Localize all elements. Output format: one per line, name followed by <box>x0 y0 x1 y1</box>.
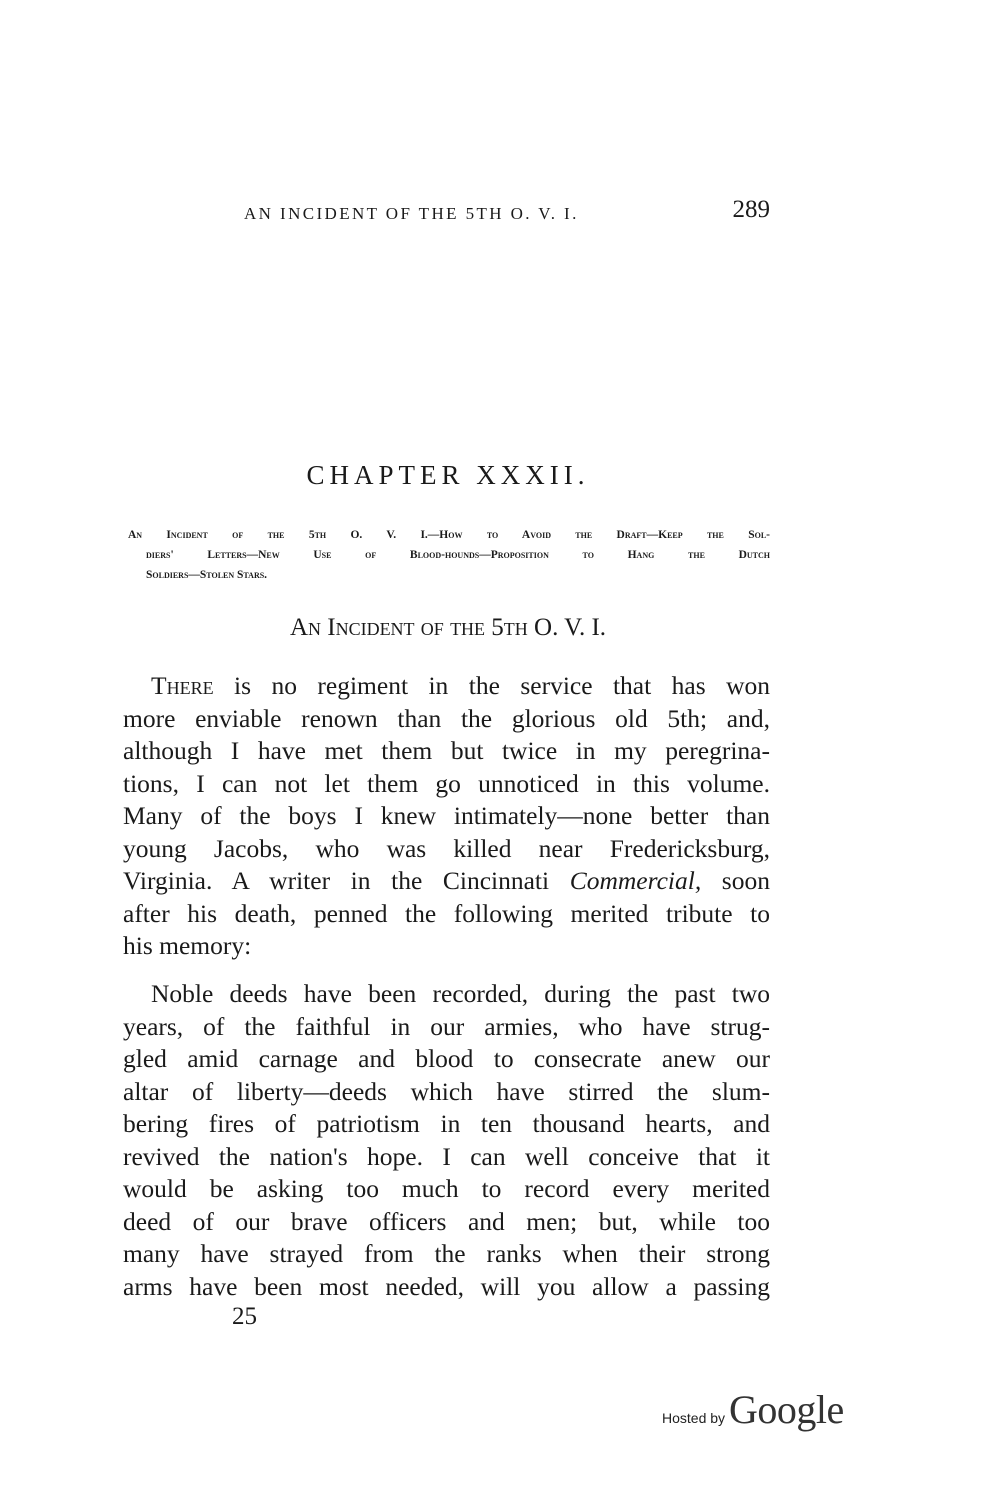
google-logo: Google <box>729 1387 844 1432</box>
paragraph-line: gled amid carnage and blood to consecrate anew our <box>123 1044 770 1073</box>
first-line-text: is no regiment in the service that has won <box>213 671 770 700</box>
synopsis-line: Soldiers—Stolen Stars. <box>146 569 268 581</box>
running-title: AN INCIDENT OF THE 5TH O. V. I. <box>244 204 579 223</box>
synopsis-line: diers' Letters—New Use of Blood-hounds—Proposition to Hang the Dutch <box>146 549 770 561</box>
hosted-by-text: Hosted by <box>662 1410 726 1426</box>
paragraph-line: after his death, penned the following merited tribute to <box>123 898 770 928</box>
paragraph-line: years, of the faithful in our armies, who have strug- <box>123 1011 770 1041</box>
paragraph-line: more enviable renown than the glorious old 5th; and, <box>123 703 770 733</box>
line-text: soon <box>701 866 770 895</box>
page-number: 289 <box>732 196 770 223</box>
paragraph-line: Noble deeds have been recorded, during the past two <box>151 979 770 1008</box>
paragraph-line: arms have been most needed, will you allow a passing <box>123 1271 770 1301</box>
signature-mark: 25 <box>232 1303 257 1330</box>
paragraph-line: altar of liberty—deeds which have stirred the slum- <box>123 1076 770 1106</box>
line-text: Virginia. A writer in the Cincinnati <box>123 866 570 895</box>
section-heading: An Incident of the 5th O. V. I. <box>289 614 607 641</box>
synopsis-line: An Incident of the 5th O. V. I.—How to Avoid the Draft—Keep the Sol- <box>128 529 770 541</box>
drop-word: There <box>151 671 214 700</box>
paragraph-line: deed of our brave officers and men; but, while too <box>123 1206 770 1236</box>
paragraph-line: tions, I can not let them go unnoticed in this volume. <box>123 768 770 798</box>
paragraph-line <box>123 865 770 898</box>
paragraph-1 <box>123 670 770 963</box>
paragraph-line: Many of the boys I knew intimately—none better than <box>123 801 770 830</box>
paragraph-line: although I have met them but twice in my peregrina- <box>123 736 770 765</box>
paragraph-line: many have strayed from the ranks when their strong <box>123 1239 770 1268</box>
chapter-synopsis <box>128 525 770 585</box>
paragraph-line: his memory: <box>123 931 252 960</box>
newspaper-title: Commercial, <box>569 866 702 895</box>
hosted-by-google-watermark <box>662 1386 844 1432</box>
chapter-title: CHAPTER XXXII. <box>306 460 590 490</box>
paragraph-line: young Jacobs, who was killed near Fredericksburg, <box>123 833 770 863</box>
paragraph-line <box>123 670 770 703</box>
paragraph-2 <box>123 978 770 1303</box>
paragraph-line: bering fires of patriotism in ten thousand hearts, and <box>123 1109 770 1138</box>
paragraph-line: would be asking too much to record every merited <box>123 1174 770 1203</box>
paragraph-line: revived the nation's hope. I can well conceive that it <box>123 1141 770 1171</box>
running-head <box>244 196 770 232</box>
